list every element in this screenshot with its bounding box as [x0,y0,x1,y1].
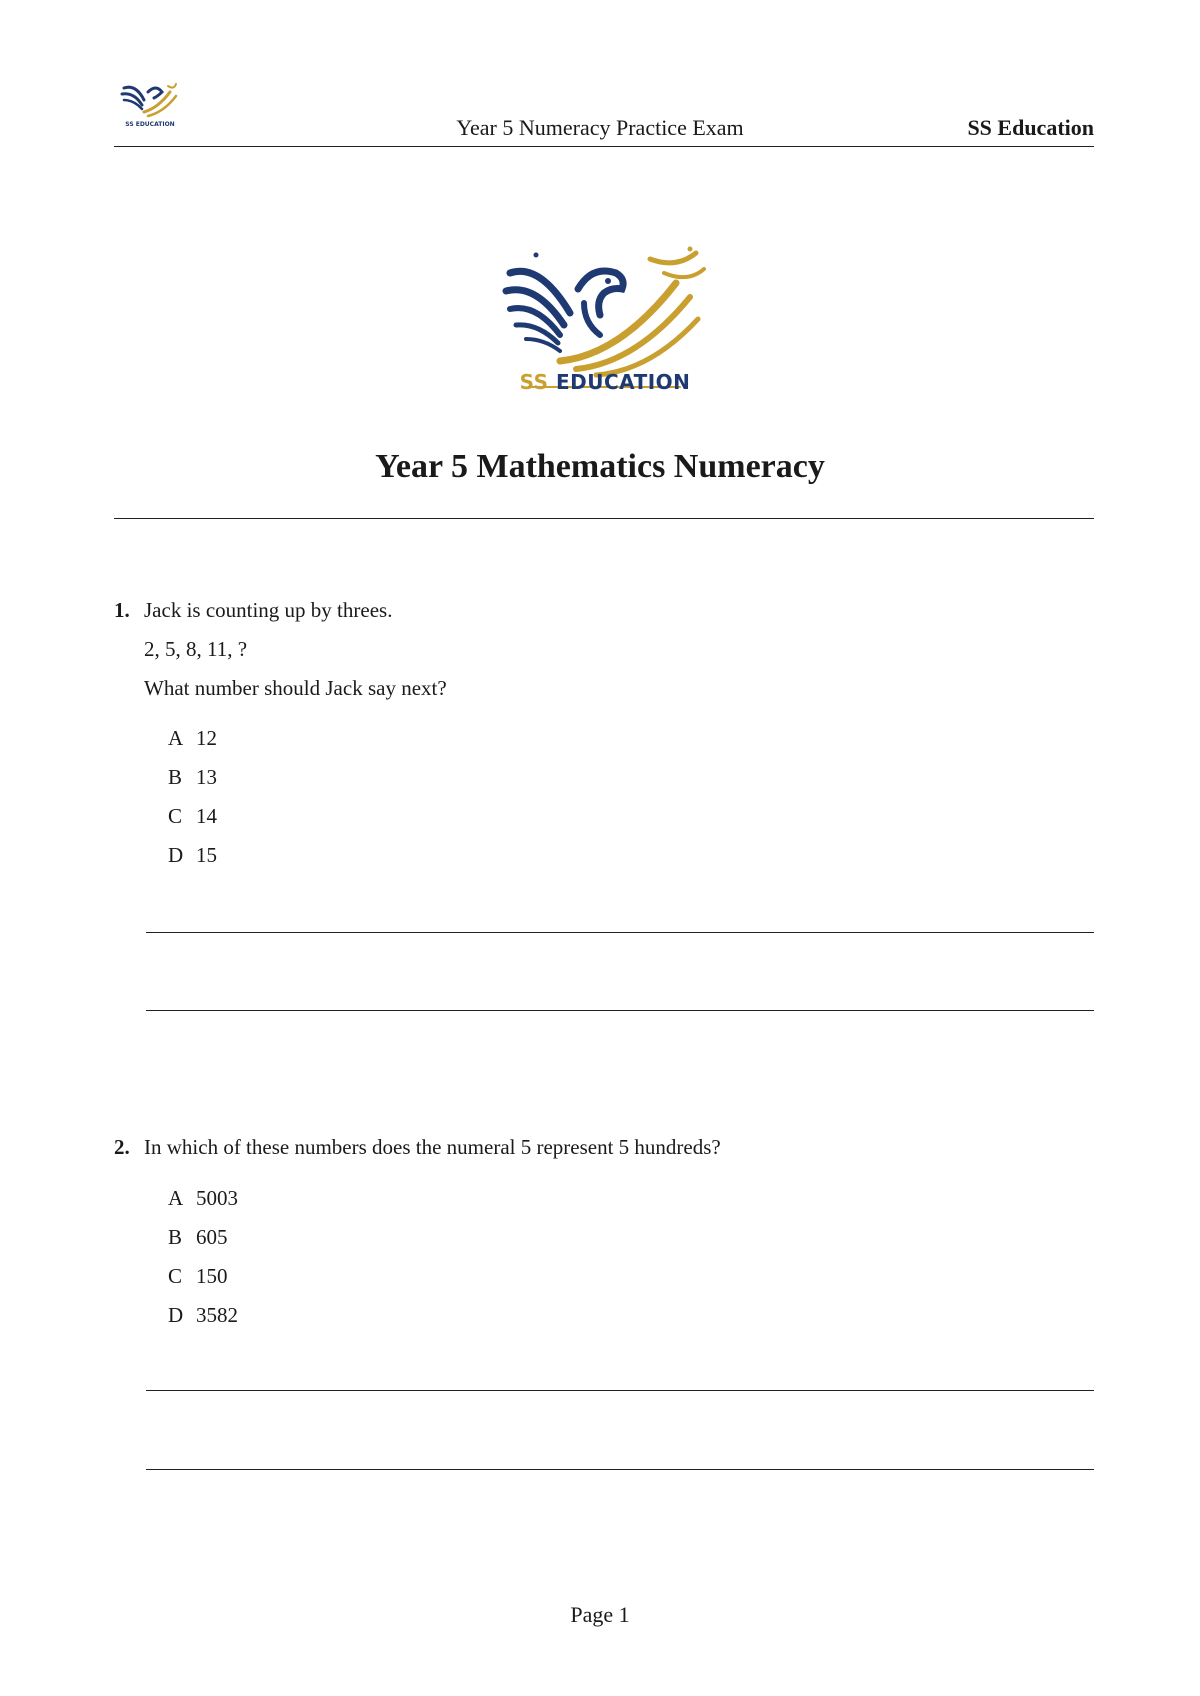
question-number: 2. [114,1135,130,1159]
answer-line[interactable] [146,1390,1094,1391]
header-divider [114,146,1094,147]
running-title: Year 5 Numeracy Practice Exam [456,115,744,140]
option-d[interactable]: D 3582 [168,1303,238,1327]
option-d[interactable]: D 15 [168,843,217,867]
option-c[interactable]: C 150 [168,1264,228,1288]
question-text: Jack is counting up by threes. [144,598,393,622]
answer-line[interactable] [146,932,1094,933]
answer-line[interactable] [146,1010,1094,1011]
logo-text-education: EDUCATION [555,370,691,394]
logo-text-ss: SS [519,370,549,394]
page-title: Year 5 Mathematics Numeracy [375,448,825,485]
answer-line[interactable] [146,1469,1094,1470]
option-a[interactable]: A 5003 [168,1186,238,1210]
option-c[interactable]: C 14 [168,804,217,828]
option-b[interactable]: B 13 [168,765,217,789]
question-number: 1. [114,598,130,622]
option-b[interactable]: B 605 [168,1225,228,1249]
question-text: In which of these numbers does the numeral 5 represent 5 hundreds? [144,1135,721,1159]
title-divider [114,518,1094,519]
brand-name: SS Education [967,115,1094,140]
question-prompt: What number should Jack say next? [144,676,447,700]
logo-wordmark [500,370,710,394]
question-sequence: 2, 5, 8, 11, ? [144,637,248,661]
page-number: Page 1 [570,1602,630,1627]
header-logo-text: SS EDUCATION [125,121,175,128]
option-a[interactable]: A 12 [168,726,217,750]
